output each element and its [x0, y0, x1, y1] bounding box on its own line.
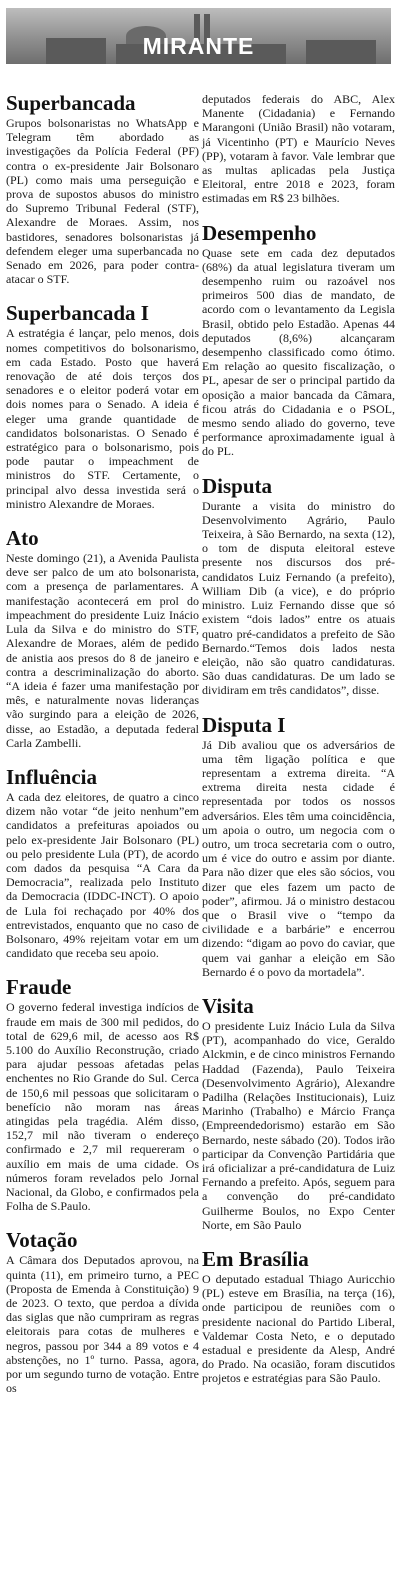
article-influencia	[6, 766, 199, 960]
article-heading: Votação	[6, 1228, 78, 1253]
banner-title: MIRANTE	[142, 33, 255, 59]
article-votacao	[6, 1229, 199, 1395]
article-fraude	[6, 976, 199, 1213]
article-body: Quase sete em cada dez deputados (68%) da atual legislatura tiveram um desempenho ruim ou razoável nos primeiros 500 dias de mandato, de acordo com o levantamento da Legisla Brasil, obtido pelo Estadão. Apenas 44 deputados (8,6%) alcançaram desempenho classificado como ótimo. Em relação ao quesito fiscalização, o PL, apesar de ser o principal partido da oposição a maior bancada da Câmara, ficou atrás do Cidadania e o PSOL, mesmo sendo aliado do governo, teve performance aproximadamente igual à do PL.	[202, 245, 395, 459]
article-votacao-continued	[202, 92, 395, 206]
article-body: A cada dez eleitores, de quatro a cinco dizem não votar “de jeito nenhum”em candidatos a prefeituras apoiados ou pelo ex-presidente Jair Bolsonaro (PL) ou pelo presidente Lula (PT), de acordo com dados da pesquisa “A Cara da Democracia”, realizada pelo Instituto da Democracia (IDDC-INCT). O apoio de Lula foi rechaçado por 40% dos entrevistados, enquanto que no caso de Bolsonaro, 49% rejeitam votar em um candidato que receba seu apoio.	[6, 789, 199, 961]
article-heading: Disputa I	[202, 712, 286, 737]
left-column	[6, 92, 199, 1411]
article-heading: Fraude	[6, 975, 72, 1000]
article-body: Já Dib avaliou que os adversários de uma têm ligação política e que representam a extrema direita. “A extrema direita nesta cidade é representada por todos os nossos adversários. Eles têm uma coincidência, um apoia o outro, um negocia com o outro, um troca secretaria com o outro, um é vice do outro e assim por diante. Para não dizer que eles são sócios, vou dizer que eles fazem um pacto de poder”, afirmou. Já o ministro destacou que o Brasil vive o “tempo da civilidade e a barbárie” e encerrou dizendo: “digam ao povo do caviar, que quem vai ganhar a eleição em São Bernardo é o povo da mortadela”.	[202, 737, 395, 979]
article-desempenho	[202, 222, 395, 459]
article-disputa-i	[202, 714, 395, 979]
article-heading: Disputa	[202, 473, 273, 498]
article-body: Grupos bolsonaristas no WhatsApp e Telegram têm abordado as investigações da Polícia Federal (PF) contra o ex-presidente Jair Bolsonaro (PL) como mais uma perseguição e prova de supostos abusos do ministro do Supremo Tribunal Federal (STF), Alexandre de Moraes. Assim, nos bastidores, senadores bolsonaristas já defendem eleger uma superbancada no Senado em 2026, para poder contra-atacar o STF.	[6, 116, 199, 287]
article-body: Durante a visita do ministro do Desenvolvimento Agrário, Paulo Teixeira, à São Bernardo, na sexta (12), o tom de disputa eleitoral esteve presente nos discursos dos pré-candidatos Luiz Fernando (a prefeito), William Dib (a vice), e do próprio ministro. Luiz Fernando disse que só existem “dois lados” entre os atuais quatro pré-candidatos a prefeito de São Bernardo.“Temos dois lados nesta eleição, não são quatro candidaturas. São duas candidaturas. De um lado se dividiram em três candidatos”, disse.	[202, 498, 395, 698]
article-body: deputados federais do ABC, Alex Manente (Cidadania) e Fernando Marangoni (União Brasil) não votaram, já Vicentinho (PT) e Maurício Neves (PP), votaram à favor. Vale lembrar que as multas aplicadas pela Justiça Eleitoral, entre 2018 e 2023, foram estimadas em R$ 23 bilhões.	[202, 92, 395, 206]
article-em-brasilia	[202, 1248, 395, 1386]
article-heading: Em Brasília	[202, 1247, 309, 1272]
article-visita	[202, 995, 395, 1232]
article-body: Neste domingo (21), a Avenida Paulista deve ser palco de um ato bolsonarista, com a presença de parlamentares. A manifestação acontecerá em prol do impeachment do presidente Luiz Inácio Lula da Silva e do ministro do STF, Alexandre de Moraes, além de pedido de anistia aos presos do 8 de janeiro e contra a descriminalização do aborto. “A ideia é fazer uma manifestação por mês, e naturalmente novas lideranças vão surgindo para a eleição de 2026, disse, ao Estadão, a deputada federal Carla Zambelli.	[6, 551, 199, 750]
article-heading: Ato	[6, 526, 39, 551]
right-column	[202, 92, 395, 1402]
article-heading: Visita	[202, 993, 254, 1018]
article-heading: Desempenho	[202, 220, 317, 245]
column-banner	[6, 8, 391, 64]
article-heading: Superbancada	[6, 91, 136, 115]
article-heading: Influência	[6, 764, 98, 789]
article-heading: Superbancada I	[6, 301, 149, 326]
article-ato	[6, 527, 199, 750]
article-body: O governo federal investiga indícios de fraude em mais de 300 mil pedidos, do total de 629,6 mil, de acesso aos R$ 5.100 do Auxílio Reconstrução, criado para ajudar pessoas afetadas pelas enchentes no Rio Grande do Sul. Cerca de 150,6 mil pessoas que solicitaram o benefício não moram nas áreas atingidas pela tragédia. Além disso, 152,7 mil não tiveram o endereço confirmado e 2,7 mil requereram o auxílio em mais de uma cidade. Os números foram revelados pelo Jornal Nacional, da Globo, e confirmados pela Folha de S.Paulo.	[6, 1000, 199, 1214]
article-superbancada-i	[6, 302, 199, 511]
article-body: A Câmara dos Deputados aprovou, na quinta (11), em primeiro turno, a PEC (Proposta de Emenda à Constituição) 9 de 2023. O texto, que perdoa a dívida das siglas que não cumpriram as regras eleitorais para cotas de mulheres e negros, passou por 344 a 89 votos e 4 abstenções, no 1º turno. Passa, agora, por um segundo turno de votação. Entre os	[6, 1253, 199, 1396]
article-body: A estratégia é lançar, pelo menos, dois nomes competitivos do bolsonarismo, em cada Estado. Posto que haverá renovação de até dois terços dos senadores e o eleitor poderá votar em dois nomes para o Senado. A ideia é eleger uma grande quantidade de candidatos bolsonaristas. O Senado é estratégico para o bolsonarismo, pois pode pautar o impeachment de ministros do STF. Certamente, o principal alvo dessa investida será o ministro Alexandre de Moraes.	[6, 326, 199, 511]
article-body: O deputado estadual Thiago Auricchio (PL) esteve em Brasília, na terça (16), onde participou de reuniões com o presidente nacional do Partido Liberal, Valdemar Costa Neto, e o deputado estadual e presidente da Alesp, André do Prado. Na ocasião, foram discutidos projetos e estratégias para São Paulo.	[202, 1272, 395, 1386]
article-body: O presidente Luiz Inácio Lula da Silva (PT), acompanhado do vice, Geraldo Alckmin, e de cinco ministros Fernando Haddad (Fazenda), Paulo Teixeira (Desenvolvimento Agrário), Alexandre Padilha (Relações Institucionais), Luiz Marinho (Trabalho) e Márcio França (Empreendedorismo) estarão em São Bernardo, neste sábado (20). Todos irão participar da Convenção Partidária que irá oficializar a pré-candidatura de Luiz Fernando a prefeito. Após, seguem para a convenção do pré-candidato Guilherme Boulos, no Expo Center Norte, em São Paulo	[202, 1018, 395, 1232]
article-superbancada	[6, 92, 199, 286]
article-disputa	[202, 475, 395, 698]
